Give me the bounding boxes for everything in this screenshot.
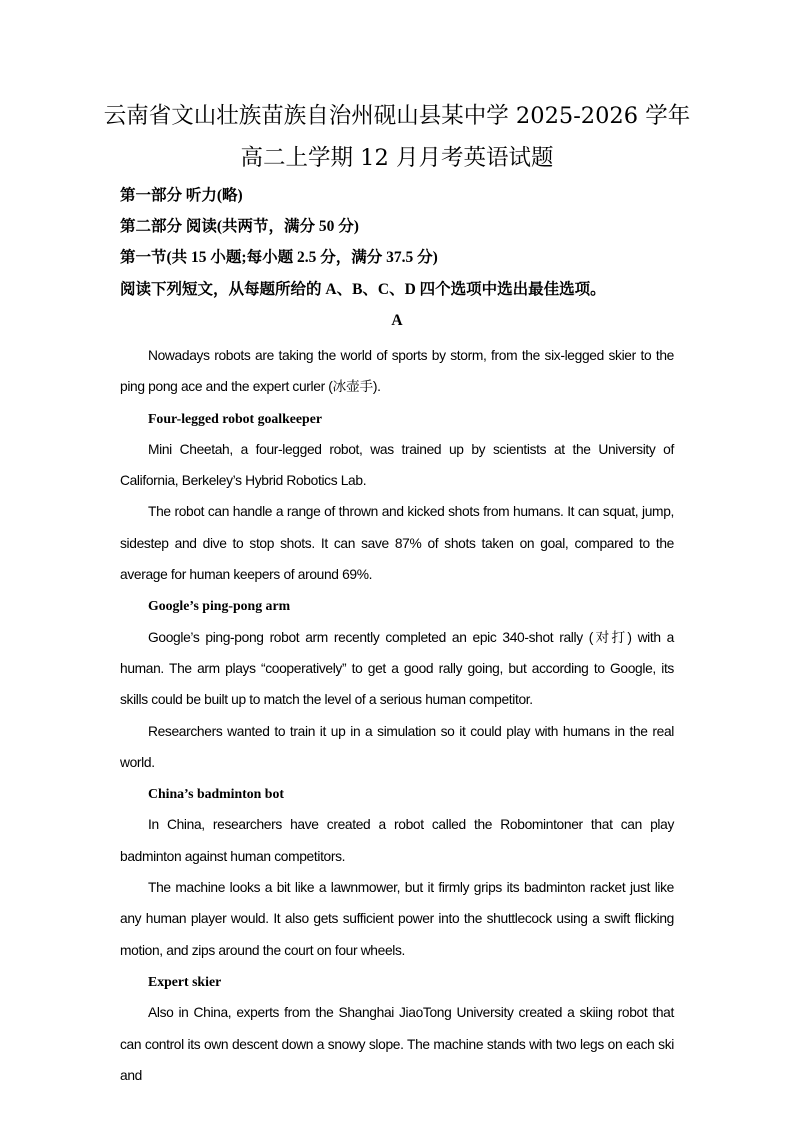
part-one-heading: 第一部分 听力(略) (120, 187, 243, 204)
subheading-ping-pong: Google’s ping-pong arm (148, 598, 291, 614)
part-two-heading: 第二部分 阅读(共两节，满分 50 分) (120, 218, 359, 235)
paragraph: Also in China, experts from the Shanghai JiaoTong University created a skiing robot that can control its own descent down a snowy slope. The machine stands with two legs on each ski and (120, 1005, 674, 1083)
paragraph: The machine looks a bit like a lawnmower, but it firmly grips its badminton racket just like any human player would. It also gets sufficient power into the shuttlecock using a swift flicking motion, and zips around the court on four wheels. (120, 880, 674, 958)
instruction-text: 阅读下列短文，从每题所给的 A、B、C、D 四个选项中选出最佳选项。 (120, 281, 606, 298)
paragraph: Google’s ping-pong robot arm recently completed an epic 340-shot rally (对打) with a human. The arm plays “cooperatively” to get a good rally going, but according to Google, its skills could be built up to match the level of a serious human competitor. (120, 629, 674, 708)
section-one-heading: 第一节(共 15 小题;每小题 2.5 分，满分 37.5 分) (120, 249, 438, 266)
paragraph: Mini Cheetah, a four-legged robot, was trained up by scientists at the University of California, Berkeley’s Hybrid Robotics Lab. (120, 441, 674, 489)
passage-intro: Nowadays robots are taking the world of sports by storm, from the six-legged skier to the ping pong ace and the expert curler (冰壶手). (120, 348, 674, 395)
subheading-goalkeeper: Four-legged robot goalkeeper (148, 410, 322, 426)
exam-title-line-1: 云南省文山壮族苗族自治州砚山县某中学 2025-2026 学年 (103, 103, 691, 129)
subheading-skier: Expert skier (148, 973, 222, 989)
exam-title-line-2: 高二上学期 12 月月考英语试题 (240, 145, 554, 171)
subheading-badminton: China’s badminton bot (148, 786, 284, 802)
paragraph: In China, researchers have created a robot called the Robomintoner that can play badminton against human competitors. (120, 817, 674, 864)
paragraph: The robot can handle a range of thrown and kicked shots from humans. It can squat, jump, sidestep and dive to stop shots. It can save 87% of shots taken on goal, compared to the average for human keepers of around 69%. (120, 504, 674, 583)
paragraph: Researchers wanted to train it up in a simulation so it could play with humans in the real world. (120, 723, 674, 770)
passage-letter: A (391, 312, 403, 329)
passage-body (120, 340, 674, 1091)
